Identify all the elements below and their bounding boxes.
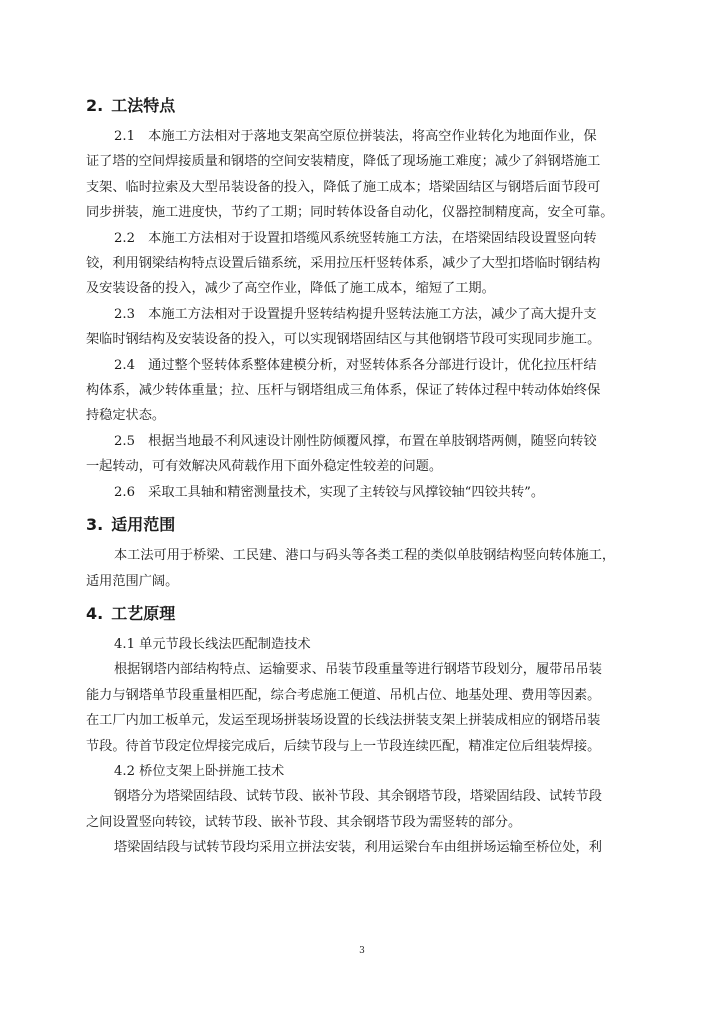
text-line: 2.4 通过整个竖转体系整体建模分析，对竖转体系各分部进行设计，优化拉压杆结 [114, 357, 597, 373]
text-line: 2.3 本施工方法相对于设置提升竖转结构提升竖转法施工方法，减少了高大提升支 [114, 306, 597, 322]
text-line: 铰，利用钢梁结构特点设置后锚系统，采用拉压杆竖转体系，减少了大型扣塔临时钢结构 [86, 256, 601, 272]
paragraph-2-6 [86, 480, 656, 505]
text-line: 钢塔分为塔梁固结段、试转节段、嵌补节段、其余钢塔节段，塔梁固结段、试转节段 [114, 789, 602, 805]
text-line: 架临时钢结构及安装设备的投入，可以实现钢塔固结区与其他钢塔节段可实现同步施工。 [86, 332, 601, 348]
subsection-heading-4-1: 4.1 单元节段长线法匹配制造技术 [114, 636, 311, 652]
text-line: 支架、临时拉索及大型吊装设备的投入，降低了施工成本；塔梁固结区与钢塔后面节段可 [86, 179, 601, 195]
section-number: 4. [86, 603, 104, 623]
text-line: 节段。待首节段定位焊接完成后，后续节段与上一节段连续匹配，精准定位后组装焊接。 [86, 738, 601, 754]
paragraph-4-2-b [86, 835, 656, 860]
subsection-heading-4-2: 4.2 桥位支架上卧拼施工技术 [114, 763, 285, 779]
section-title: 工艺原理 [111, 603, 176, 623]
text-line: 塔梁固结段与试转节段均采用立拼法安装，利用运梁台车由组拼场运输至桥位处，利 [114, 840, 602, 856]
paragraph-2-2 [86, 226, 656, 302]
text-line: 2.2 本施工方法相对于设置扣塔缆风系统竖转施工方法，在塔梁固结段设置竖向转 [114, 230, 597, 246]
section-heading-4 [86, 600, 656, 628]
section-title: 适用范围 [111, 515, 176, 535]
text-line: 根据钢塔内部结构特点、运输要求、吊装节段重量等进行钢塔节段划分，履带吊吊装 [114, 662, 602, 678]
page-number: 3 [359, 946, 365, 956]
text-line: 之间设置竖向转铰，试转节段、嵌补节段、其余钢塔节段为需竖转的部分。 [86, 814, 522, 830]
text-line: 同步拼装，施工进度快，节约了工期；同时转体设备自动化，仪器控制精度高，安全可靠。 [86, 205, 614, 221]
text-line: 2.1 本施工方法相对于落地支架高空原位拼装法，将高空作业转化为地面作业，保 [114, 129, 597, 144]
paragraph-4-2-a [86, 784, 656, 835]
paragraph-2-1 [86, 124, 656, 226]
section-number: 2. [86, 96, 104, 115]
text-line: 证了塔的空间焊接质量和钢塔的空间安装精度，降低了现场施工难度；减少了斜钢塔施工 [86, 154, 601, 170]
text-line: 能力与钢塔单节段重量相匹配，综合考虑施工便道、吊机占位、地基处理、费用等因素。 [86, 687, 601, 703]
text-line: 持稳定状态。 [86, 408, 166, 424]
text-line: 构体系，减少转体重量；拉、压杆与钢塔组成三角体系，保证了转体过程中转动体始终保 [86, 383, 601, 399]
text-line: 2.5 根据当地最不利风速设计刚性防倾覆风撑，布置在单肢钢塔两侧，随竖向转铰 [114, 433, 597, 449]
paragraph-2-5 [86, 429, 656, 480]
section-number: 3. [86, 515, 104, 535]
text-line: 在工厂内加工板单元，发运至现场拼装场设置的长线法拼装支架上拼装成相应的钢塔吊装 [86, 713, 601, 729]
section-title: 工法特点 [111, 96, 176, 115]
paragraph-2-3 [86, 302, 656, 353]
text-line: 2.6 采取工具轴和精密测量技术，实现了主转铰与风撑铰轴“四铰共转”。 [114, 484, 545, 500]
page-content [86, 92, 656, 861]
paragraph-2-4 [86, 353, 656, 429]
text-line: 及安装设备的投入，减少了高空作业，降低了施工成本，缩短了工期。 [86, 281, 495, 297]
section-heading-2 [86, 92, 656, 120]
text-line: 一起转动，可有效解决风荷载作用下面外稳定性较差的问题。 [86, 459, 443, 475]
paragraph-3 [86, 543, 656, 594]
section-heading-3 [86, 511, 656, 539]
text-line: 适用范围广阔。 [86, 573, 179, 589]
paragraph-4-1 [86, 657, 656, 759]
text-line: 本工法可用于桥梁、工民建、港口与码头等各类工程的类似单肢钢结构竖向转体施工， [114, 548, 616, 564]
